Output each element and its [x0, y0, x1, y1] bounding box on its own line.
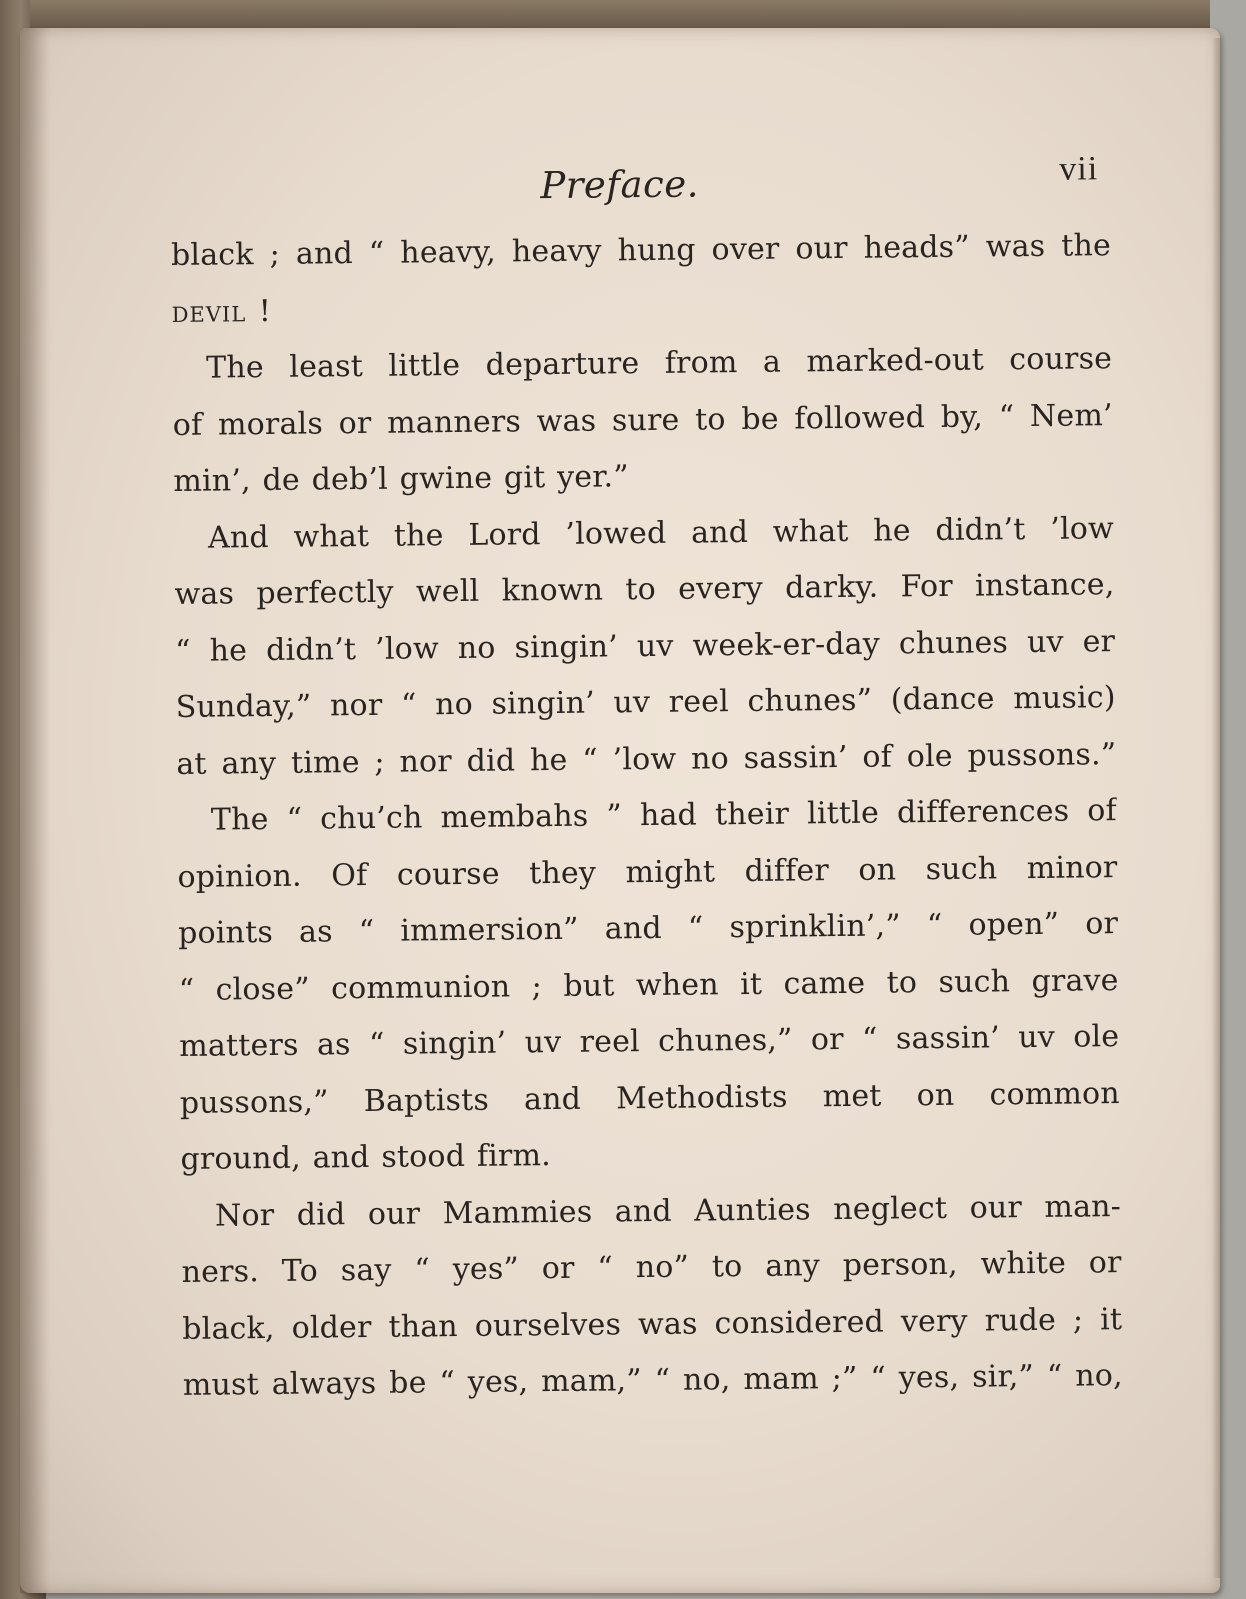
paragraph	[172, 331, 1114, 510]
text-line: pussons,” Baptists and Methodists met on common	[179, 1075, 1121, 1121]
gutter-shadow	[20, 28, 50, 1593]
text-line: And what the Lord ’lowed and what he didn’t ’low	[207, 510, 1115, 556]
paragraph	[174, 501, 1117, 793]
page-text-block	[170, 148, 1123, 1414]
text-line: matters as “ singin’ uv reel chunes,” or “ sassin’ uv ole	[179, 1019, 1120, 1064]
text-line: “ he didn’t ’low no singin’ uv week-er-day chunes uv er	[174, 623, 1116, 669]
text-line: at any time ; nor did he “ ’low no sassin’ of ole pussons.”	[176, 736, 1117, 782]
running-title: Preface.	[540, 162, 700, 208]
page-edge-shadow	[1212, 38, 1220, 1578]
text-line: The “ chu’ch membahs ” had their little differences of	[210, 793, 1118, 838]
text-line: opinion. Of course they might differ on such minor	[177, 849, 1118, 895]
running-header	[170, 148, 1111, 228]
paragraph	[181, 1179, 1123, 1415]
text-line: black, older than ourselves was considered very rude ; it	[182, 1301, 1123, 1347]
book-page	[20, 28, 1220, 1593]
text-line: ground, and stood firm.	[180, 1138, 552, 1177]
text-line: points as “ immersion” and “ sprinklin’,” “ open” or	[177, 906, 1119, 951]
text-line: of morals or manners was sure to be followed by, “ Nem’	[172, 397, 1113, 443]
text-line: ners. To say “ yes” or “ no” to any person, white or	[181, 1245, 1122, 1290]
paragraph	[171, 218, 1112, 341]
text-line: Nor did our Mammies and Aunties neglect our man-	[214, 1188, 1122, 1234]
page-number: vii	[1059, 150, 1099, 188]
text-line: black ; and “ heavy, heavy hung over our heads” was the	[170, 228, 1112, 273]
text-line: devil !	[171, 293, 272, 330]
text-line: was perfectly well known to every darky. For instance,	[174, 567, 1115, 612]
paragraph	[177, 783, 1121, 1188]
text-line: The least little departure from a marked-out course	[206, 341, 1113, 386]
text-line: must always be “ yes, mam,” “ no, mam ;” “ yes, sir,” “ no,	[182, 1358, 1123, 1403]
text-line: “ close” communion ; but when it came to such grave	[178, 962, 1119, 1008]
text-line: Sunday,” nor “ no singin’ uv reel chunes” (dance music)	[175, 680, 1116, 725]
text-line: min’, de deb’l gwine git yer.”	[173, 459, 629, 499]
